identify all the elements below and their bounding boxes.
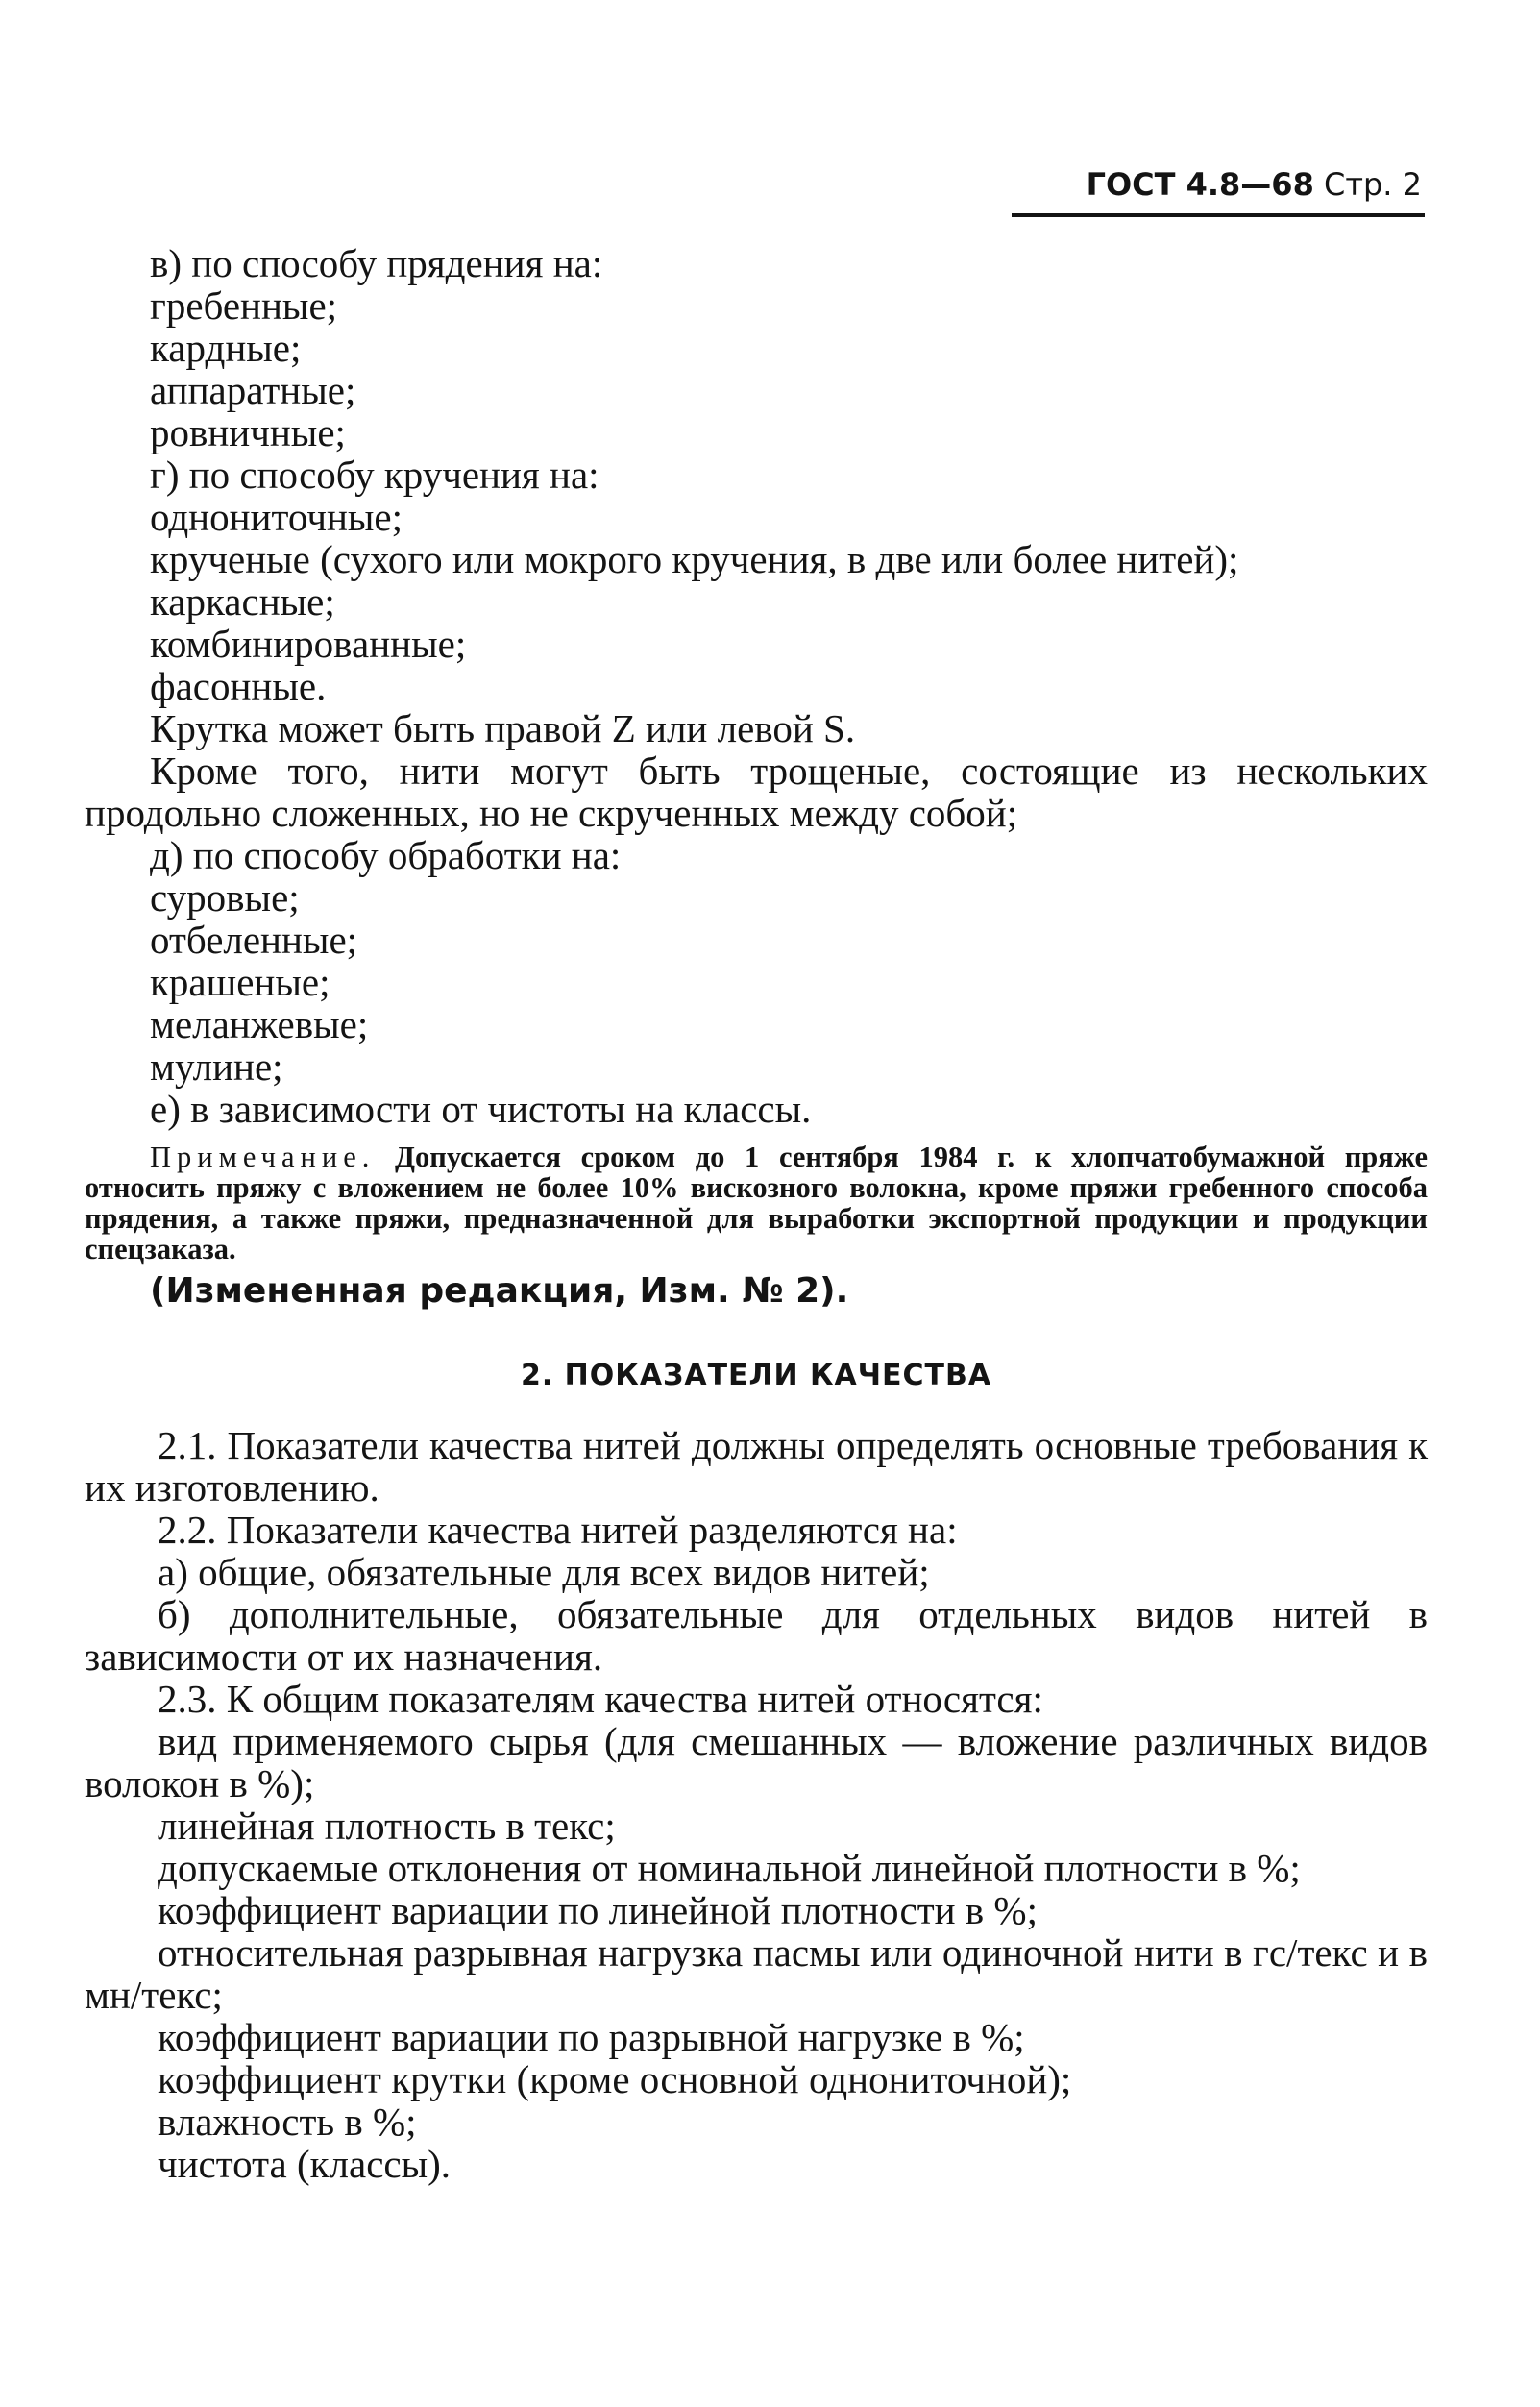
list-item: крашеные; <box>150 960 330 1004</box>
section-title: 2. ПОКАЗАТЕЛИ КАЧЕСТВА <box>520 1359 992 1392</box>
indicator-deviations: допускаемые отклонения от номинальной линейной плотности в %; <box>158 1846 1301 1890</box>
list-item: отбеленные; <box>150 918 358 962</box>
indicator-moisture: влажность в %; <box>158 2100 417 2144</box>
twisted-item: крученые (сухого или мокрого кручения, в две или более нитей); <box>150 537 1239 581</box>
header-rule <box>1012 213 1425 217</box>
processing-heading: д) по способу обработки на: <box>150 833 622 877</box>
note-paragraph <box>85 1142 1428 1265</box>
clause-2-3: 2.3. К общим показателям качества нитей относятся: <box>158 1677 1043 1721</box>
note-label: Примечание. <box>150 1141 376 1173</box>
indicator-linear-density: линейная плотность в текс; <box>158 1804 616 1848</box>
list-item: однониточные; <box>150 495 403 539</box>
clause-2-1: 2.1. Показатели качества нитей должны определять основные требования к их изготовлению. <box>85 1423 1428 1510</box>
purity-classes: е) в зависимости от чистоты на классы. <box>150 1087 812 1131</box>
list-item: ровничные; <box>150 410 346 454</box>
standard-code: ГОСТ 4.8—68 <box>1086 166 1314 203</box>
list-item: аппаратные; <box>150 368 356 412</box>
list-item: суровые; <box>150 875 300 920</box>
document-body <box>85 242 1428 2185</box>
list-item: каркасные; <box>150 579 335 624</box>
note-text: Допускается сроком до 1 сентября 1984 г. к хлопчатобумажной пряже относить пряжу с вложением не более 10% вискозного волокна, кроме пряжи гребенного способа прядения, а также пряжи, предназначенной для выработки экспортной продукции и продукции спецзаказа. <box>85 1141 1428 1265</box>
clause-2-2-b: б) дополнительные, обязательные для отдельных видов нитей в зависимости от их назначения. <box>85 1592 1428 1679</box>
clause-2-2: 2.2. Показатели качества нитей разделяются на: <box>158 1508 958 1552</box>
list-item: меланжевые; <box>150 1002 369 1046</box>
list-item: фасонные. <box>150 664 327 708</box>
list-item: гребенные; <box>150 283 338 328</box>
page-header <box>999 165 1422 204</box>
indicator-twist-coefficient: коэффициент крутки (кроме основной однониточной); <box>158 2057 1072 2101</box>
indicator-cv-breaking: коэффициент вариации по разрывной нагрузке в %; <box>158 2015 1025 2059</box>
list-item: мулине; <box>150 1044 283 1089</box>
indicator-purity: чистота (классы). <box>158 2142 452 2186</box>
indicator-breaking-load: относительная разрывная нагрузка пасмы или одиночной нити в гс/текс и в мн/текс; <box>85 1930 1428 2017</box>
folded-yarn-paragraph: Кроме того, нити могут быть трощеные, состоящие из нескольких продольно сложенных, но не скрученных между собой; <box>85 749 1428 835</box>
twist-direction: Крутка может быть правой Z или левой S. <box>150 706 856 750</box>
indicator-raw-material: вид применяемого сырья (для смешанных — вложение различных видов волокон в %); <box>85 1719 1428 1805</box>
page-number: Стр. 2 <box>1324 166 1422 203</box>
clause-2-2-a: а) общие, обязательные для всех видов нитей; <box>158 1550 930 1594</box>
indicator-cv-density: коэффициент вариации по линейной плотности в %; <box>158 1888 1038 1932</box>
spinning-heading: в) по способу прядения на: <box>150 241 603 285</box>
twisting-heading: г) по способу кручения на: <box>150 453 599 497</box>
list-item: комбинированные; <box>150 622 467 666</box>
list-item: кардные; <box>150 326 302 370</box>
edited-revision: (Измененная редакция, Изм. № 2). <box>150 1271 849 1311</box>
